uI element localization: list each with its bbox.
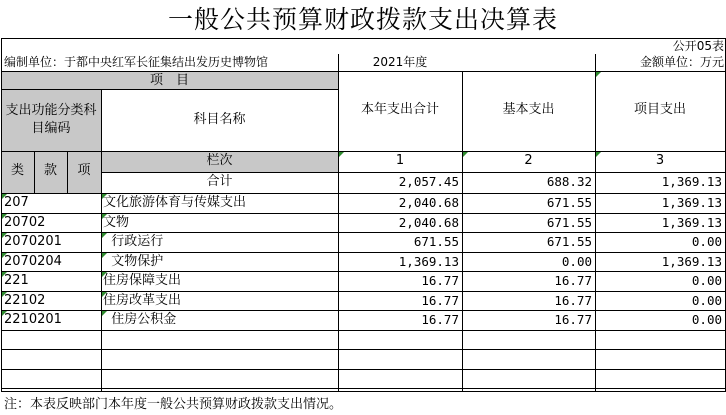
row-basic: 0.00 — [561, 253, 592, 269]
row-project: 1,369.13 — [661, 253, 722, 269]
header-func-code: 支出功能分类科目编码 — [5, 103, 97, 136]
row-subject-name: 住房改革支出 — [103, 292, 182, 308]
total-project: 1,369.13 — [661, 174, 722, 189]
cell-marker — [102, 311, 107, 316]
grid-line — [101, 172, 726, 173]
total-label: 合计 — [206, 174, 233, 189]
row-subject-name: 行政运行 — [103, 234, 164, 249]
grid-line — [1, 151, 726, 152]
row-code: 20702 — [4, 214, 46, 230]
row-basic: 671.55 — [546, 195, 592, 210]
grid-line — [462, 71, 463, 392]
compiling-unit: 编制单位：于都中央红军长征集结出发历史博物馆 — [4, 55, 269, 69]
cell-marker — [102, 272, 107, 277]
cell-marker — [596, 72, 601, 77]
header-project: 项目支出 — [633, 102, 686, 117]
cell-marker — [596, 152, 601, 157]
row-total: 671.55 — [413, 234, 459, 249]
report-year: 2021年度 — [372, 55, 428, 69]
row-subject-name: 住房公积金 — [103, 312, 177, 327]
grid-line — [101, 89, 102, 392]
row-code: 221 — [4, 273, 29, 288]
row-basic: 671.55 — [546, 234, 592, 249]
row-total: 16.77 — [421, 292, 459, 308]
cell-marker — [2, 253, 7, 258]
total-basic: 688.32 — [546, 174, 592, 189]
row-project: 1,369.13 — [661, 214, 722, 230]
grid-line — [1, 213, 726, 214]
grid-line — [1, 71, 726, 72]
grid-line — [1, 330, 726, 331]
header-col-1: 1 — [395, 153, 405, 168]
header-col-2: 2 — [524, 153, 533, 168]
cell-marker — [2, 272, 7, 277]
cell-marker — [102, 214, 107, 219]
row-code: 2210201 — [4, 312, 62, 327]
row-subject-name: 文化旅游体育与传媒支出 — [103, 195, 247, 210]
grid-line — [1, 369, 726, 370]
report-title: 一般公共预算财政拨款支出决算表 — [167, 5, 558, 34]
cell-marker — [102, 194, 107, 199]
grid-line — [1, 38, 726, 39]
grid-line — [1, 349, 726, 350]
row-basic: 16.77 — [554, 292, 592, 308]
header-lei: 类 — [10, 163, 24, 178]
cell-marker — [2, 292, 7, 297]
row-basic: 671.55 — [546, 214, 592, 230]
header-basic: 基本支出 — [502, 102, 555, 117]
row-basic: 16.77 — [554, 273, 592, 288]
header-item: 项 目 — [149, 73, 189, 88]
grid-line — [1, 391, 726, 392]
row-subject-name: 住房保障支出 — [103, 273, 182, 288]
grid-line — [1, 38, 2, 392]
form-code: 公开05表 — [672, 39, 724, 53]
cell-marker — [2, 311, 7, 316]
row-project: 0.00 — [691, 234, 722, 249]
row-subject-name: 文物 — [103, 214, 130, 230]
grid-line — [338, 54, 339, 392]
row-basic: 16.77 — [554, 312, 592, 327]
header-subject-name: 科目名称 — [193, 112, 246, 127]
header-kuan: 款 — [43, 163, 57, 178]
cell-marker — [102, 253, 107, 258]
amount-unit: 金额单位：万元 — [639, 55, 724, 69]
cell-marker — [102, 233, 107, 238]
grid-line — [1, 89, 339, 90]
grid-line — [1, 232, 726, 233]
header-column-label: 栏次 — [206, 153, 233, 168]
row-code: 207 — [4, 195, 29, 210]
row-project: 0.00 — [691, 292, 722, 308]
row-total: 2,040.68 — [398, 214, 459, 230]
row-total: 16.77 — [421, 312, 459, 327]
row-code: 2070204 — [4, 253, 62, 269]
grid-line — [1, 271, 726, 272]
cell-marker — [2, 214, 7, 219]
row-total: 16.77 — [421, 273, 459, 288]
row-total: 1,369.13 — [398, 253, 459, 269]
row-project: 0.00 — [691, 312, 722, 327]
cell-marker — [463, 152, 468, 157]
total-value: 2,057.45 — [398, 174, 459, 189]
cell-marker — [2, 233, 7, 238]
row-project: 0.00 — [691, 273, 722, 288]
grid-line — [1, 388, 726, 389]
grid-line — [67, 151, 68, 194]
row-total: 2,040.68 — [398, 195, 459, 210]
grid-line — [1, 252, 726, 253]
row-project: 1,369.13 — [661, 195, 722, 210]
cell-marker — [102, 292, 107, 297]
header-xiang: 项 — [77, 163, 91, 178]
row-code: 22102 — [4, 292, 46, 308]
row-subject-name: 文物保护 — [103, 253, 164, 269]
grid-line — [595, 54, 596, 392]
grid-line — [1, 193, 726, 194]
cell-marker — [339, 152, 344, 157]
grid-line — [1, 310, 726, 311]
header-total: 本年支出合计 — [360, 102, 439, 117]
grid-line — [1, 291, 726, 292]
row-code: 2070201 — [4, 234, 62, 249]
cell-marker — [2, 194, 7, 199]
table-note: 注：本表反映部门本年度一般公共预算财政拨款支出情况。 — [4, 397, 343, 412]
grid-line — [34, 151, 35, 194]
header-col-3: 3 — [655, 153, 665, 168]
